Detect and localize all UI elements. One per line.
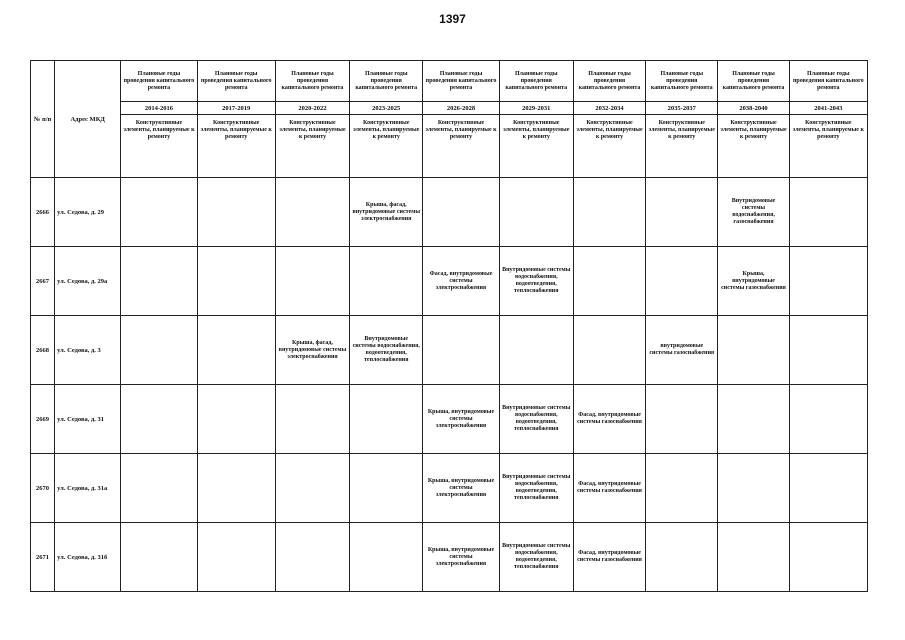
repair-elements-cell: [350, 523, 423, 592]
period-subtitle: Конструктивные элементы, планируемые к ремонту: [275, 115, 349, 178]
table-header: [31, 61, 868, 178]
header-row-titles: [31, 61, 868, 102]
table-row: [31, 178, 868, 247]
repair-elements-cell: Внутридомовые системы водоснабжения, водоотведения, теплоснабжения: [499, 523, 573, 592]
repair-elements-cell: Крыша, фасад, внутридомовые системы электроснабжения: [350, 178, 423, 247]
repair-elements-cell: Внутридомовые системы водоснабжения, водоотведения, теплоснабжения: [350, 316, 423, 385]
repair-elements-cell: [197, 316, 275, 385]
period-title: Плановые годы проведения капитального ремонта: [573, 61, 645, 102]
period-title: Плановые годы проведения капитального ремонта: [275, 61, 349, 102]
period-subtitle: Конструктивные элементы, планируемые к ремонту: [499, 115, 573, 178]
period-title: Плановые годы проведения капитального ремонта: [350, 61, 423, 102]
repair-elements-cell: [499, 178, 573, 247]
row-address: ул. Седова, д. 31: [55, 385, 121, 454]
header-row-subtitles: [31, 115, 868, 178]
repair-elements-cell: внутридомовые системы газоснабжения: [646, 316, 718, 385]
period-years: 2020-2022: [275, 102, 349, 115]
repair-elements-cell: [646, 454, 718, 523]
row-number: 2667: [31, 247, 55, 316]
period-subtitle: Конструктивные элементы, планируемые к ремонту: [121, 115, 197, 178]
repair-elements-cell: [789, 178, 867, 247]
period-title: Плановые годы проведения капитального ремонта: [789, 61, 867, 102]
row-number: 2670: [31, 454, 55, 523]
row-address: ул. Седова, д. 29а: [55, 247, 121, 316]
repair-elements-cell: [423, 316, 499, 385]
repair-elements-cell: [275, 385, 349, 454]
repair-elements-cell: [646, 385, 718, 454]
period-years: 2023-2025: [350, 102, 423, 115]
row-address: ул. Седова, д. 29: [55, 178, 121, 247]
repair-elements-cell: [423, 178, 499, 247]
table-body: [31, 178, 868, 592]
repair-elements-cell: Фасад, внутридомовые системы газоснабжения: [573, 454, 645, 523]
repair-elements-cell: [121, 178, 197, 247]
period-title: Плановые годы проведения капитального ремонта: [646, 61, 718, 102]
row-number: 2671: [31, 523, 55, 592]
row-number: 2669: [31, 385, 55, 454]
repair-elements-cell: [573, 247, 645, 316]
period-years: 2035-2037: [646, 102, 718, 115]
period-subtitle: Конструктивные элементы, планируемые к ремонту: [789, 115, 867, 178]
period-subtitle: Конструктивные элементы, планируемые к ремонту: [646, 115, 718, 178]
period-years: 2041-2043: [789, 102, 867, 115]
repair-elements-cell: Крыша, внутридомовые системы газоснабжения: [718, 247, 789, 316]
repair-elements-cell: [121, 454, 197, 523]
repair-elements-cell: [718, 454, 789, 523]
table-row: [31, 316, 868, 385]
repair-elements-cell: [573, 178, 645, 247]
period-subtitle: Конструктивные элементы, планируемые к ремонту: [573, 115, 645, 178]
table-row: [31, 385, 868, 454]
repair-elements-cell: [197, 523, 275, 592]
row-address: ул. Седова, д. 31б: [55, 523, 121, 592]
period-title: Плановые годы проведения капитального ремонта: [499, 61, 573, 102]
repair-elements-cell: Крыша, внутридомовые системы электроснабжения: [423, 385, 499, 454]
period-title: Плановые годы проведения капитального ремонта: [197, 61, 275, 102]
repair-elements-cell: [275, 247, 349, 316]
table-row: [31, 247, 868, 316]
repair-elements-cell: [197, 454, 275, 523]
repair-elements-cell: Фасад, внутридомовые системы газоснабжения: [573, 523, 645, 592]
repair-elements-cell: [197, 247, 275, 316]
period-subtitle: Конструктивные элементы, планируемые к ремонту: [197, 115, 275, 178]
period-subtitle: Конструктивные элементы, планируемые к ремонту: [350, 115, 423, 178]
repair-elements-cell: [646, 178, 718, 247]
period-years: 2038-2040: [718, 102, 789, 115]
repair-elements-cell: [350, 247, 423, 316]
repair-elements-cell: [350, 385, 423, 454]
repair-elements-cell: Крыша, внутридомовые системы электроснабжения: [423, 454, 499, 523]
repair-elements-cell: [789, 523, 867, 592]
period-subtitle: Конструктивные элементы, планируемые к ремонту: [718, 115, 789, 178]
table-row: [31, 454, 868, 523]
repair-elements-cell: [275, 178, 349, 247]
repair-elements-cell: [499, 316, 573, 385]
repair-elements-cell: Внутридомовые системы водоснабжения, газоснабжения: [718, 178, 789, 247]
repair-elements-cell: [789, 454, 867, 523]
capital-repair-table: [30, 60, 868, 592]
repair-elements-cell: [121, 385, 197, 454]
repair-elements-cell: Крыша, внутридомовые системы электроснабжения: [423, 523, 499, 592]
repair-elements-cell: Внутридомовые системы водоснабжения, водоотведения, теплоснабжения: [499, 247, 573, 316]
row-address: ул. Седова, д. 3: [55, 316, 121, 385]
repair-elements-cell: [121, 316, 197, 385]
repair-elements-cell: Внутридомовые системы водоснабжения, водоотведения, теплоснабжения: [499, 385, 573, 454]
repair-elements-cell: [718, 385, 789, 454]
row-address: ул. Седова, д. 31а: [55, 454, 121, 523]
repair-elements-cell: [121, 523, 197, 592]
period-years: 2017-2019: [197, 102, 275, 115]
repair-elements-cell: [646, 247, 718, 316]
row-number: 2666: [31, 178, 55, 247]
num-column-header: № п/п: [31, 61, 55, 178]
repair-elements-cell: Фасад, внутридомовые системы газоснабжения: [573, 385, 645, 454]
period-title: Плановые годы проведения капитального ремонта: [423, 61, 499, 102]
repair-elements-cell: Внутридомовые системы водоснабжения, водоотведения, теплоснабжения: [499, 454, 573, 523]
row-number: 2668: [31, 316, 55, 385]
address-column-header: Адрес МКД: [55, 61, 121, 178]
page-number: 1397: [439, 12, 466, 26]
repair-elements-cell: [718, 316, 789, 385]
header-row-years: [31, 102, 868, 115]
period-title: Плановые годы проведения капитального ремонта: [718, 61, 789, 102]
period-title: Плановые годы проведения капитального ремонта: [121, 61, 197, 102]
repair-elements-cell: [789, 247, 867, 316]
repair-elements-cell: [121, 247, 197, 316]
table-row: [31, 523, 868, 592]
repair-elements-cell: Фасад, внутридомовые системы электроснабжения: [423, 247, 499, 316]
period-subtitle: Конструктивные элементы, планируемые к ремонту: [423, 115, 499, 178]
repair-elements-cell: [197, 385, 275, 454]
repair-elements-cell: [789, 316, 867, 385]
period-years: 2026-2028: [423, 102, 499, 115]
repair-elements-cell: [275, 454, 349, 523]
repair-elements-cell: Крыша, фасад, внутридомовые системы электроснабжения: [275, 316, 349, 385]
repair-elements-cell: [789, 385, 867, 454]
repair-elements-cell: [275, 523, 349, 592]
period-years: 2029-2031: [499, 102, 573, 115]
repair-elements-cell: [718, 523, 789, 592]
repair-elements-cell: [646, 523, 718, 592]
period-years: 2014-2016: [121, 102, 197, 115]
repair-elements-cell: [573, 316, 645, 385]
period-years: 2032-2034: [573, 102, 645, 115]
repair-elements-cell: [197, 178, 275, 247]
repair-elements-cell: [350, 454, 423, 523]
